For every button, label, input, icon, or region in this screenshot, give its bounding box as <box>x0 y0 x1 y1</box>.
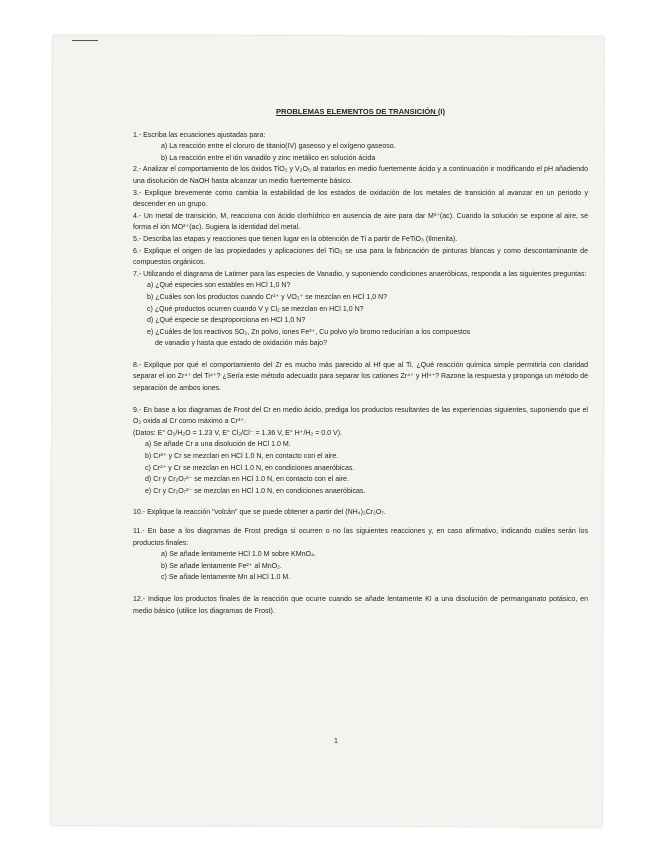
problem-7-item-c: c) ¿Qué productos ocurren cuando V y Cl₂ se mezclan en HCl 1,0 N? <box>147 305 364 313</box>
document-body <box>133 106 588 617</box>
spacer <box>133 350 588 360</box>
problem-11-item-b: b) Se añade lentamente Fe²⁺ al MnO₂. <box>161 562 282 570</box>
problem-7-item-e: e) ¿Cuáles de los reactivos SO₂, Zn polvo, iones Fe³⁺, Cu polvo y/o bromo reducirían a los compuestos <box>147 328 471 336</box>
problem-1-item-b: b) La reacción entre el ión vanadilo y zinc metálico en solución ácida <box>161 154 376 162</box>
page-number: 1 <box>334 738 338 745</box>
problem-9-subitems <box>145 439 588 497</box>
problem-5: 5.- Describa las etapas y reacciones que tienen lugar en la obtención de Ti a partir de FeTiO₃ (Ilmenita). <box>133 235 458 243</box>
problem-7-item-d: d) ¿Qué especie se desproporciona en HCl 1,0 N? <box>147 317 306 325</box>
problem-10: 10.- Explique la reacción "volcán" que se puede obtener a partir del (NH₄)₂Cr₂O₇. <box>133 509 386 517</box>
problem-9-item-b: b) Cr²⁺ y Cr se mezclan en HCl 1.0 N, en contacto con el aire. <box>145 453 339 461</box>
problem-9-item-d: d) Cr y Cr₂O₇²⁻ se mezclan en HCl 1.0 N, en contacto con el aire. <box>145 476 349 484</box>
problem-7-subitems <box>147 280 588 350</box>
problem-2: 2.- Analizar el comportamiento de los óxidos TiO₂ y V₂O₅ al tratarlos en medio fuertemente ácido y a continuación ir modificando el pH añadiendo una disolución de NaOH hasta alcanzar un medio fuertemente básico. <box>133 166 588 185</box>
problem-9-item-c: c) Cr²⁺ y Cr se mezclan en HCl 1.0 N, en condiciones anaeróbicas. <box>145 464 355 472</box>
problem-1-item-a: a) La reacción entre el cloruro de titanio(IV) gaseoso y el oxígeno gaseoso. <box>161 143 396 151</box>
problem-3: 3.- Explique brevemente como cambia la estabilidad de los estados de oxidación de los metales de transición al avanzar en un periodo y descender en un grupo. <box>133 189 588 209</box>
spacer <box>133 584 588 594</box>
problem-1-subitems <box>161 141 588 164</box>
problem-6: 6.- Explique el origen de las propiedades y aplicaciones del TiO₂ se usa para la fabricación de pinturas blancas y como descontaminante de compuestos orgánicos. <box>133 247 588 267</box>
problem-4: 4.- Un metal de transición, M, reacciona con ácido clorhídrico en ausencia de aire para dar M³⁺(ac). Cuando la solución se expone al aire, se forma el ión MO²⁺(ac). Sugiera la identidad del metal. <box>133 212 588 232</box>
problem-7-item-e-continuation: de vanadio y hasta que estado de oxidación más bajo? <box>155 340 327 348</box>
problem-11-item-c: c) Se añade lentamente Mn al HCl 1.0 M. <box>161 574 291 582</box>
spacer <box>133 497 588 507</box>
problem-12: 12.- Indique los productos finales de la reacción que ocurre cuando se añade lentamente KI a una disolución de permanganato potásico, en medio básico (utilice los diagramas de Frost). <box>133 595 588 615</box>
problem-7-item-b: b) ¿Cuáles son los productos cuando Cr²⁺ y VO₂⁺ se mezclan en HCl 1,0 N? <box>147 293 388 301</box>
problem-9-data: (Datos: E° O₂/H₂O = 1.23 V, E° Cl₂/Cl⁻ = 1.36 V, E° H⁺/H₂ = 0.0 V). <box>133 429 343 437</box>
problem-9: 9.- En base a los diagramas de Frost del Cr en medio ácido, prediga los productos resultantes de las experiencias siguientes, suponiendo que el O₂ oxida al Cr como máximo a Cr³⁺. <box>133 406 588 426</box>
problem-9-item-e: e) Cr y Cr₂O₇²⁻ se mezclan en HCl 1.0 N, en condiciones anaeróbicas. <box>145 487 366 495</box>
problem-1: 1.- Escriba las ecuaciones ajustadas para: <box>133 131 266 139</box>
problem-7: 7.- Utilizando el diagrama de Latimer para las especies de Vanadio, y suponiendo condiciones anaeróbicas, responda a las siguientes preguntas: <box>133 270 587 278</box>
document-title: PROBLEMAS ELEMENTOS DE TRANSICIÓN (I) <box>275 107 446 116</box>
spacer <box>133 395 588 405</box>
problem-9-item-a: a) Se añade Cr a una disolución de HCl 1.0 M. <box>145 441 291 449</box>
problem-11: 11.- En base a los diagramas de Frost prediga si ocurren o no las siguientes reacciones y, en caso afirmativo, indicando cuáles serán los productos finales: <box>133 528 588 547</box>
problem-11-subitems <box>161 549 588 584</box>
problem-11-item-a: a) Se añade lentamente HCl 1.0 M sobre KMnO₄. <box>161 551 316 559</box>
problem-8: 8.- Explique por qué el comportamiento del Zr es mucho más parecido al Hf que al Ti. ¿Qué reacción química simple permitiría con claridad separar el ion Zr⁴⁺ del Ti⁴⁺? ¿Sería este método adecuado para separar los cationes Zr⁴⁺ y Hf⁴⁺? Razone la respuesta y proponga un método de separación de ambos iones. <box>133 361 588 393</box>
problem-7-item-a: a) ¿Qué especies son estables en HCl 1,0 N? <box>147 282 291 290</box>
corner-mark <box>72 40 98 41</box>
spacer <box>133 519 588 526</box>
